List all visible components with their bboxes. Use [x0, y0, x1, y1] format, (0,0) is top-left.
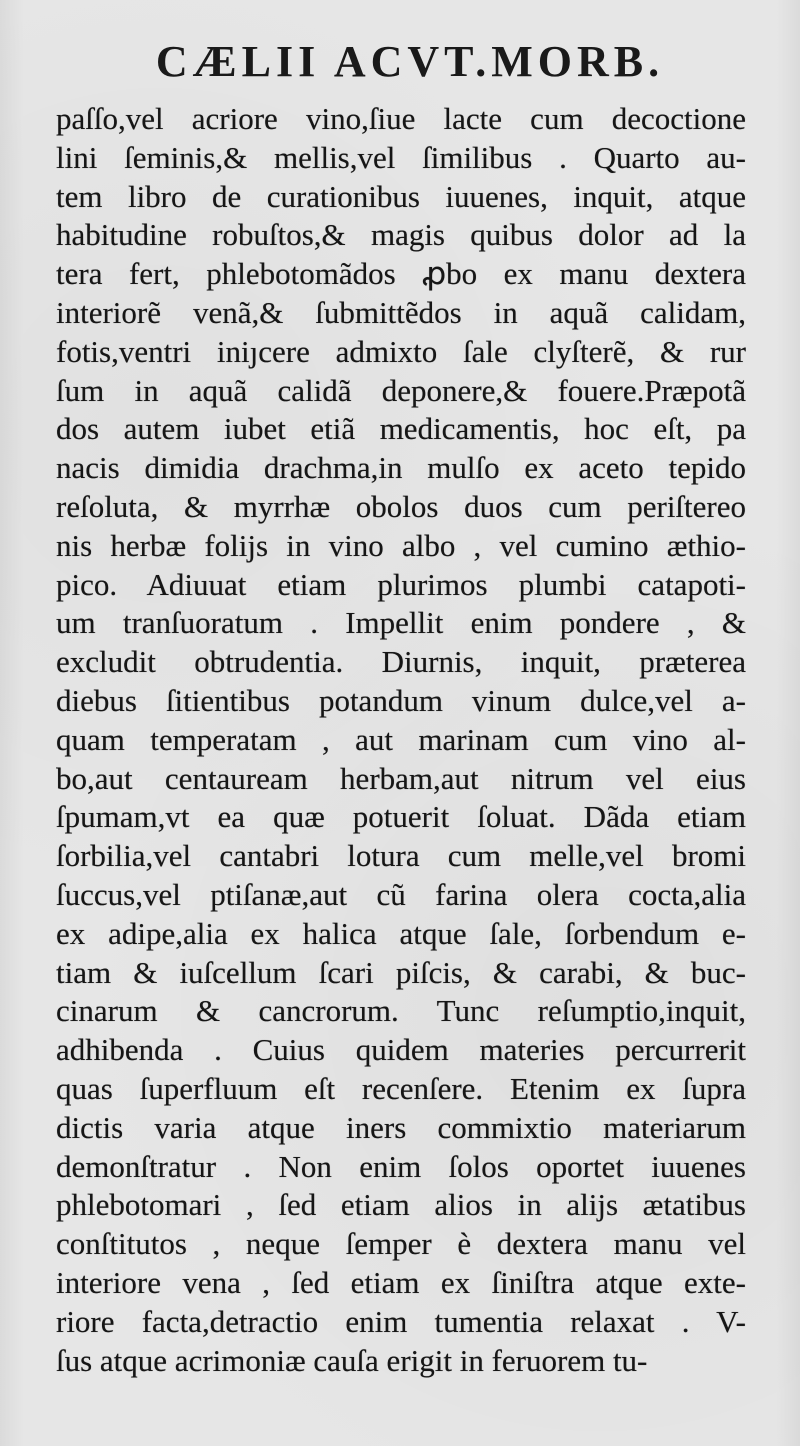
- text-line: nacis dimidia drachma,in mulſo ex aceto tepido: [56, 450, 746, 486]
- text-line: bo,aut centauream herbam,aut nitrum vel eius: [56, 760, 746, 796]
- text-line: dictis varia atque iners commixtio materiarum: [56, 1109, 746, 1145]
- text-line: quam temperatam , aut marinam cum vino al-: [56, 721, 746, 757]
- text-line: ſum in aquã calidã deponere,& fouere.Præpotã: [56, 372, 746, 408]
- text-block: [56, 100, 746, 1380]
- text-line: phlebotomari , ſed etiam alios in alijs ætatibus: [56, 1187, 746, 1223]
- text-line: lini ſeminis,& mellis,vel ſimilibus . Quarto au-: [56, 139, 746, 175]
- text-line: nis herbæ folijs in vino albo , vel cumino æthio-: [56, 527, 746, 563]
- text-line: adhibenda . Cuius quidem materies percurrerit: [56, 1032, 746, 1068]
- text-line: pico. Adiuuat etiam plurimos plumbi catapoti-: [56, 566, 746, 602]
- text-line: reſoluta, & myrrhæ obolos duos cum periſtereo: [56, 488, 746, 524]
- text-line: quas ſuperfluum eſt recenſere. Etenim ex ſupra: [56, 1070, 746, 1106]
- text-line: tem libro de curationibus iuuenes, inquit, atque: [56, 178, 746, 214]
- text-line: interiorẽ venã,& ſubmittẽdos in aquã calidam,: [56, 294, 746, 330]
- text-line: ſorbilia,vel cantabri lotura cum melle,vel bromi: [56, 838, 746, 874]
- text-line: ſus atque acrimoniæ cauſa erigit in feruorem tu-: [56, 1342, 648, 1378]
- text-line: um tranſuoratum . Impellit enim pondere , &: [56, 605, 746, 641]
- text-line: cinarum & cancrorum. Tunc reſumptio,inquit,: [56, 993, 746, 1029]
- text-line: paſſo,vel acriore vino,ſiue lacte cum decoctione: [56, 101, 746, 136]
- text-line: riore facta,detractio enim tumentia relaxat . V-: [56, 1303, 746, 1339]
- text-line: conſtitutos , neque ſemper è dextera manu vel: [56, 1226, 746, 1262]
- text-line: ex adipe,alia ex halica atque ſale, ſorbendum e-: [56, 915, 746, 951]
- text-line: ſpumam,vt ea quæ potuerit ſoluat. Dãda etiam: [56, 799, 746, 835]
- text-line: interiore vena , ſed etiam ex ſiniſtra atque exte-: [56, 1264, 746, 1300]
- text-line: habitudine robuſtos,& magis quibus dolor ad la: [56, 217, 746, 253]
- text-line: tera fert, phlebotomãdos ꝓbo ex manu dextera: [56, 256, 746, 292]
- text-line: dos autem iubet etiã medicamentis, hoc eſt, pa: [56, 411, 746, 447]
- text-line: ſuccus,vel ptiſanæ,aut cũ farina olera cocta,alia: [56, 876, 746, 912]
- text-line: fotis,ventri iniȷcere admixto ſale clyſterẽ, & rur: [56, 333, 746, 369]
- text-line: diebus ſitientibus potandum vinum dulce,vel a-: [56, 682, 746, 718]
- text-line: tiam & iuſcellum ſcari piſcis, & carabi, & buc-: [56, 954, 746, 990]
- text-line: demonſtratur . Non enim ſolos oportet iuuenes: [56, 1148, 746, 1184]
- running-head: CÆLII ACVT.MORB.: [155, 37, 665, 86]
- text-line: excludit obtrudentia. Diurnis, inquit, præterea: [56, 644, 746, 680]
